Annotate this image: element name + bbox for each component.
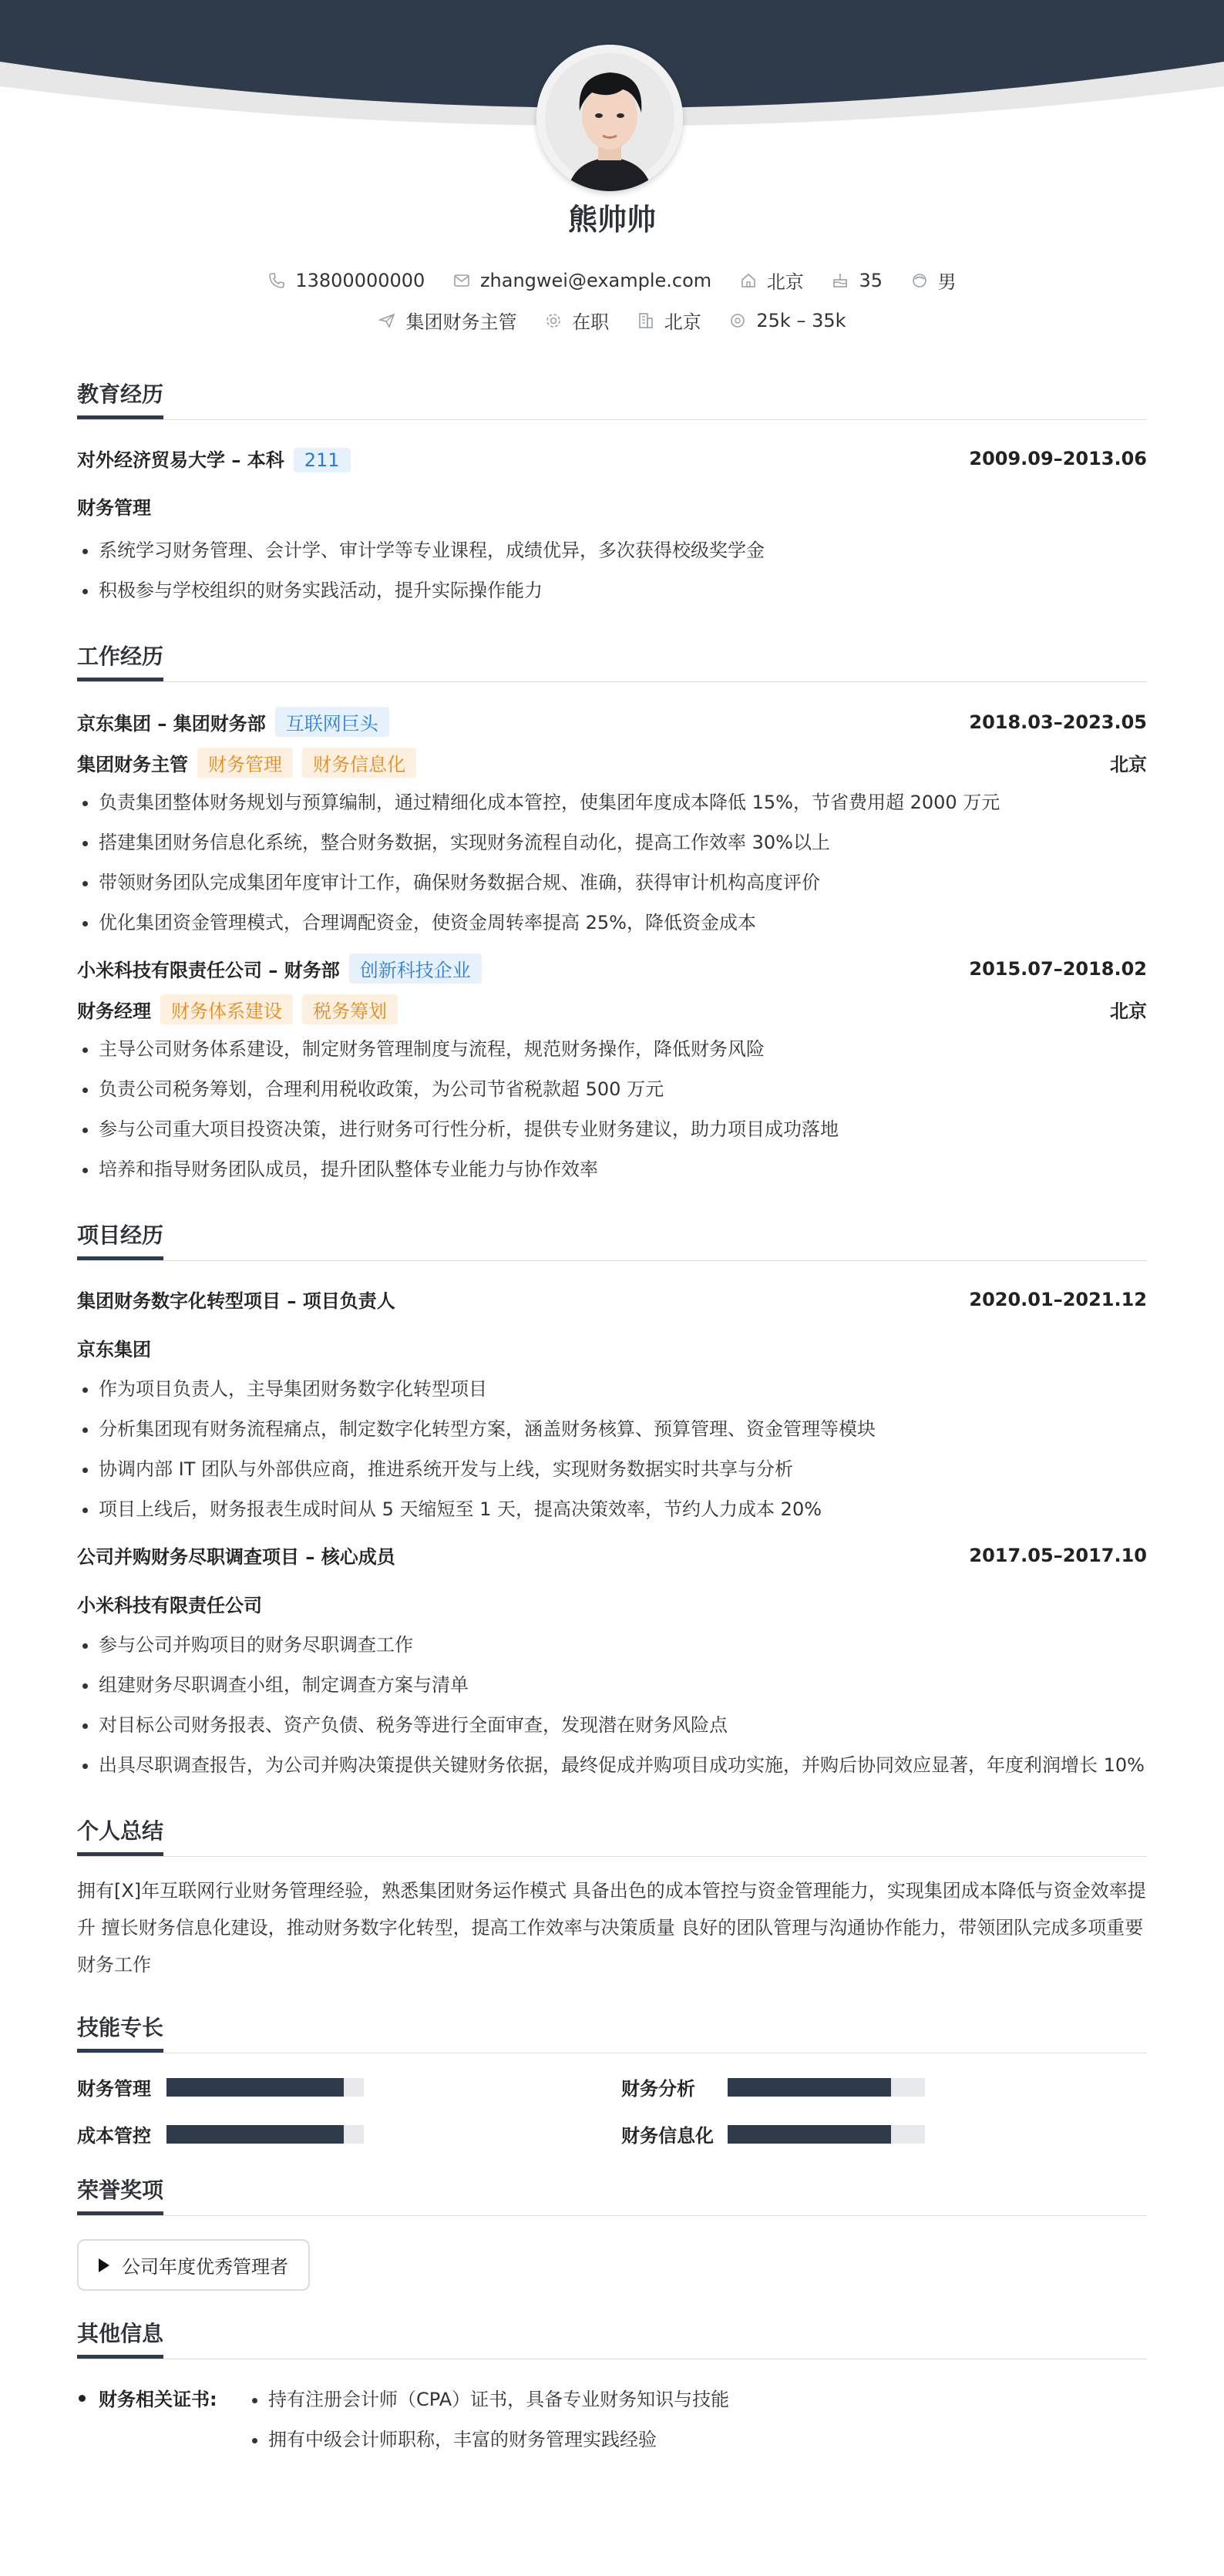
skill-tag: 财务体系建设	[160, 994, 293, 1024]
skill-bar-fill	[728, 2125, 891, 2144]
list-item: • 积极参与学校组织的财务实践活动，提升实际操作能力	[99, 570, 1147, 610]
company-tag: 互联网巨头	[275, 707, 389, 737]
list-item: • 组建财务尽职调查小组，制定调查方案与清单	[99, 1665, 1147, 1705]
target-city-text: 北京	[664, 311, 701, 333]
target-position-item	[378, 307, 516, 334]
age-text: 35	[859, 269, 883, 291]
list-item: • 对目标公司财务报表、资产负债、税务等进行全面审查，发现潜在财务风险点	[99, 1705, 1147, 1745]
phone-item	[267, 270, 425, 291]
work-period: 2018.03–2023.05	[969, 711, 1147, 733]
skill-name: 财务分析	[621, 2078, 695, 2100]
skill-item	[77, 2120, 621, 2147]
job-intent-row	[0, 307, 1224, 335]
section-title: 个人总结	[77, 1814, 163, 1853]
skill-bar	[728, 2125, 925, 2144]
section-divider	[77, 1856, 1147, 1857]
education-section	[77, 378, 1147, 610]
section-divider	[77, 681, 1147, 682]
honor-badge	[77, 2239, 310, 2291]
list-item: • 优化集团资金管理模式，合理调配资金，使资金周转率提高 25%，降低资金成本	[99, 903, 1147, 943]
list-item: • 拥有中级会计师职称，丰富的财务管理实践经验	[268, 2420, 729, 2460]
status-text: 在职	[572, 311, 610, 333]
skill-bar	[728, 2078, 925, 2097]
project-name: 集团财务数字化转型项目 – 项目负责人	[77, 1290, 395, 1312]
certificates-row	[77, 2379, 1147, 2460]
avatar	[536, 45, 683, 191]
section-divider	[77, 1260, 1147, 1261]
contact-row	[0, 267, 1224, 294]
summary-text: 拥有[X]年互联网行业财务管理经验，熟悉集团财务运作模式 具备出色的成本管控与资金管理能力，实现集团成本降低与资金效率提升 擅长财务信息化建设，推动财务数字化转型，提高工作效率与决策质量 良好的团队管理与沟通协作能力，带领团队完成多项重要财务工作	[77, 1880, 1146, 1976]
skill-name: 财务管理	[77, 2078, 151, 2100]
work-header	[77, 953, 1147, 984]
gender-text: 男	[937, 271, 957, 293]
skill-bar-fill	[166, 2078, 344, 2097]
section-title: 荣誉奖项	[77, 2174, 163, 2212]
list-item: • 培养和指导财务团队成员，提升团队整体专业能力与协作效率	[99, 1149, 1147, 1189]
project-header	[77, 1542, 1147, 1569]
status-item	[544, 307, 609, 334]
salary-text: 25k – 35k	[756, 309, 846, 331]
list-item: • 项目上线后，财务报表生成时间从 5 天缩短至 1 天，提高决策效率，节约人力成本 20%	[99, 1489, 1147, 1529]
section-title: 其他信息	[77, 2317, 163, 2356]
work-header	[77, 707, 1147, 737]
section-divider	[77, 2215, 1147, 2216]
skills-grid	[77, 2073, 1147, 2147]
settings-icon	[544, 311, 563, 330]
skill-bar-fill	[166, 2125, 344, 2144]
skill-tag: 税务筹划	[302, 994, 398, 1024]
project-org	[77, 1590, 1147, 1617]
list-item: • 系统学习财务管理、会计学、审计学等专业课程，成绩优异，多次获得校级奖学金	[99, 530, 1147, 570]
work-section	[77, 640, 1147, 1189]
project-period: 2017.05–2017.10	[969, 1544, 1147, 1566]
age-item	[831, 270, 883, 291]
building-icon	[637, 311, 655, 330]
project-name: 公司并购财务尽职调查项目 – 核心成员	[77, 1546, 395, 1568]
section-title: 项目经历	[77, 1219, 163, 1257]
person-icon	[910, 271, 929, 290]
education-major	[77, 493, 1147, 520]
certificates-list	[245, 2379, 729, 2460]
work-city: 北京	[1110, 754, 1147, 775]
org-text: 京东集团	[77, 1339, 151, 1360]
list-item: • 负责集团整体财务规划与预算编制，通过精细化成本管控，使集团年度成本降低 15%，节省费用超 2000 万元	[99, 782, 1147, 822]
work-bullets	[77, 782, 1147, 943]
skill-bar	[166, 2078, 364, 2097]
summary-section	[77, 1814, 1147, 1983]
skill-tag: 财务管理	[197, 748, 293, 778]
section-divider	[77, 419, 1147, 420]
section-title: 教育经历	[77, 378, 163, 416]
work-title-row	[77, 994, 1147, 1024]
project-bullets	[77, 1369, 1147, 1529]
work-period: 2015.07–2018.02	[969, 957, 1147, 980]
company-tag: 创新科技企业	[349, 953, 482, 984]
coin-icon	[728, 311, 747, 330]
work-bullets	[77, 1029, 1147, 1189]
section-title: 工作经历	[77, 640, 163, 678]
other-section	[77, 2317, 1147, 2460]
list-item: • 持有注册会计师（CPA）证书，具备专业财务知识与技能	[268, 2379, 729, 2420]
list-item: • 主导公司财务体系建设，制定财务管理制度与流程，规范财务操作，降低财务风险	[99, 1029, 1147, 1069]
project-section	[77, 1219, 1147, 1785]
education-header	[77, 445, 1147, 472]
project-period: 2020.01–2021.12	[969, 1288, 1147, 1310]
list-item: • 出具尽职调查报告，为公司并购决策提供关键财务依据，最终促成并购项目成功实施，并购后协同效应显著，年度利润增长 10%	[99, 1745, 1147, 1785]
email-item	[452, 270, 711, 291]
section-title: 技能专长	[77, 2011, 163, 2050]
project-bullets	[77, 1625, 1147, 1785]
skill-item	[621, 2073, 1147, 2100]
work-title-row	[77, 748, 1147, 778]
work-city: 北京	[1110, 1000, 1147, 1022]
job-title: 集团财务主管	[77, 754, 188, 775]
org-text: 小米科技有限责任公司	[77, 1595, 262, 1616]
project-header	[77, 1286, 1147, 1313]
project-org	[77, 1334, 1147, 1361]
phone-icon	[267, 271, 286, 290]
cake-icon	[831, 271, 849, 290]
location-item	[739, 267, 804, 294]
gender-item	[910, 267, 957, 294]
list-item: • 带领财务团队完成集团年度审计工作，确保财务数据合规、准确，获得审计机构高度评价	[99, 863, 1147, 903]
major-text: 财务管理	[77, 497, 151, 519]
skill-name: 财务信息化	[621, 2125, 714, 2147]
list-item: • 负责公司税务筹划，合理利用税收政策，为公司节省税款超 500 万元	[99, 1069, 1147, 1109]
skill-item	[77, 2073, 621, 2100]
candidate-name: 熊帅帅	[567, 203, 656, 237]
company-name: 小米科技有限责任公司 – 财务部	[77, 960, 340, 981]
home-icon	[739, 271, 758, 290]
resume-body	[77, 378, 1147, 2460]
skills-section	[77, 2011, 1147, 2147]
list-item: • 作为项目负责人，主导集团财务数字化转型项目	[99, 1369, 1147, 1409]
list-item: • 分析集团现有财务流程痛点，制定数字化转型方案，涵盖财务核算、预算管理、资金管理等模块	[99, 1409, 1147, 1449]
honors-section	[77, 2174, 1147, 2291]
education-period: 2009.09–2013.06	[969, 448, 1147, 469]
skill-bar	[166, 2125, 364, 2144]
certificates-label: 财务相关证书:	[77, 2379, 245, 2460]
skill-tag: 财务信息化	[302, 748, 416, 778]
send-icon	[378, 311, 396, 330]
salary-item	[728, 310, 846, 331]
job-title: 财务经理	[77, 1000, 151, 1022]
mail-icon	[452, 271, 471, 290]
location-text: 北京	[766, 271, 804, 293]
skill-bar-fill	[728, 2078, 891, 2097]
school-tag: 211	[294, 448, 351, 472]
list-item: • 参与公司重大项目投资决策，进行财务可行性分析，提供专业财务建议，助力项目成功落地	[99, 1109, 1147, 1149]
phone-text: 13800000000	[295, 269, 425, 291]
play-icon	[99, 2258, 109, 2272]
company-name: 京东集团 – 集团财务部	[77, 713, 266, 735]
list-item: • 参与公司并购项目的财务尽职调查工作	[99, 1625, 1147, 1665]
list-item: • 搭建集团财务信息化系统，整合财务数据，实现财务流程自动化，提高工作效率 30%以上	[99, 822, 1147, 863]
skill-item	[621, 2120, 1147, 2147]
target-city-item	[637, 307, 701, 334]
school-name: 对外经济贸易大学 – 本科	[77, 449, 284, 471]
skill-name: 成本管控	[77, 2125, 151, 2147]
email-text: zhangwei@example.com	[479, 269, 712, 291]
education-bullets	[77, 530, 1147, 610]
honor-text: 公司年度优秀管理者	[122, 2256, 288, 2278]
target-position-text: 集团财务主管	[405, 311, 517, 333]
list-item: • 协调内部 IT 团队与外部供应商，推进系统开发与上线，实现财务数据实时共享与分析	[99, 1449, 1147, 1489]
